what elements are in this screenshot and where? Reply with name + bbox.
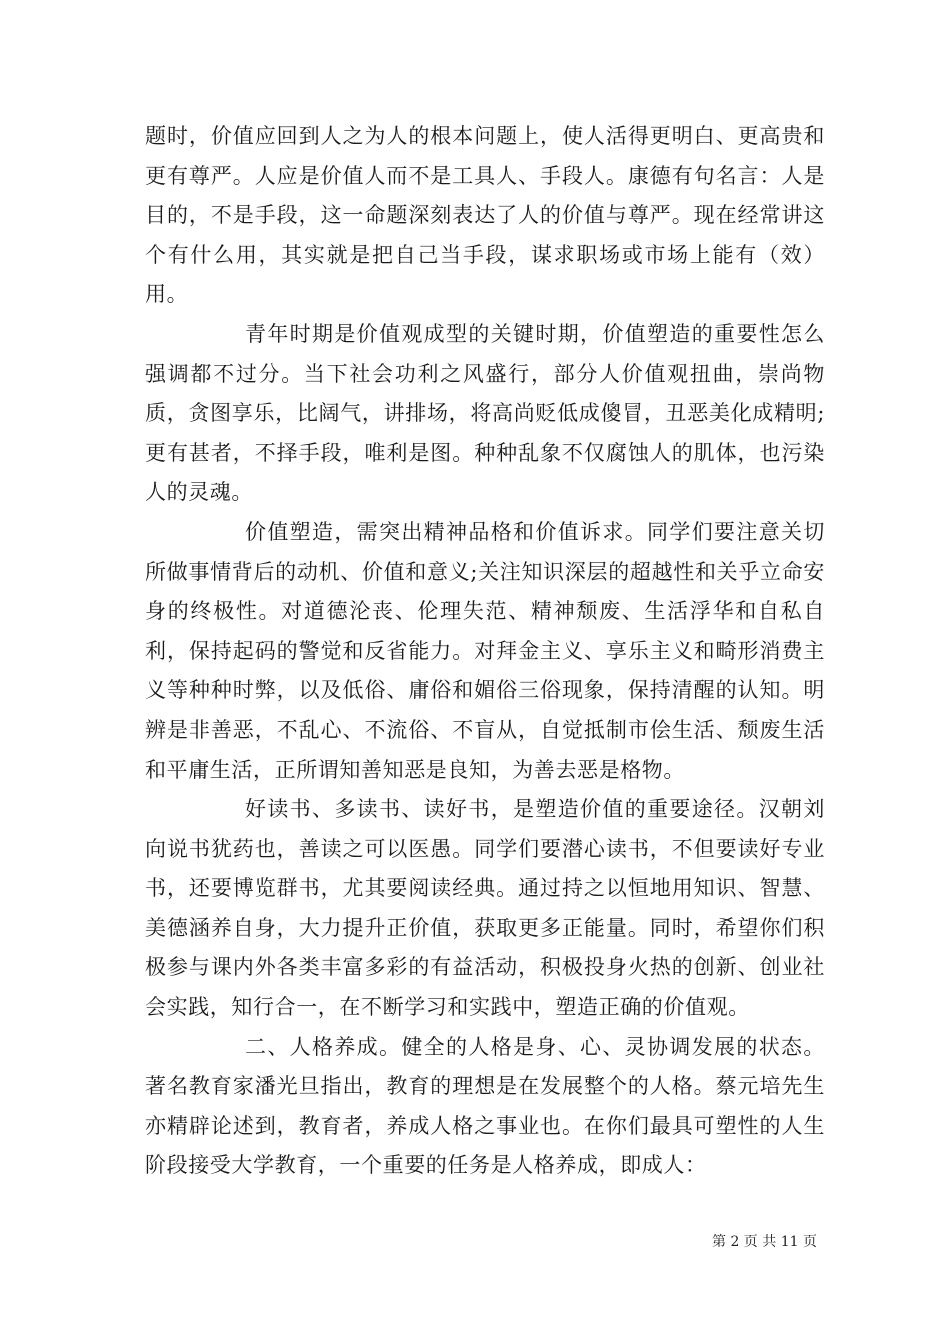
paragraph-4: 好读书、多读书、读好书，是塑造价值的重要途径。汉朝刘向说书犹药也，善读之可以医愚。同学们要潜心读书，不但要读好专业书，还要博览群书，尤其要阅读经典。通过持之以恒地用知识、智慧、美德涵养自身，大力提升正价值，获取更多正能量。同时，希望你们积极参与课内外各类丰富多彩的有益活动，积极投身火热的创新、创业社会实践，知行合一，在不断学习和实践中，塑造正确的价值观。 (145, 797, 825, 1020)
paragraph-3: 价值塑造，需突出精神品格和价值诉求。同学们要注意关切所做事情背后的动机、价值和意义;关注知识深层的超越性和关乎立命安身的终极性。对道德沦丧、伦理失范、精神颓废、生活浮华和自私自利，保持起码的警觉和反省能力。对拜金主义、享乐主义和畸形消费主义等种种时弊，以及低俗、庸俗和媚俗三俗现象，保持清醒的认知。明辨是非善恶，不乱心、不流俗、不盲从，自觉抵制市侩生活、颓废生活和平庸生活，正所谓知善知恶是良知，为善去恶是格物。 (145, 519, 825, 782)
paragraph-1: 题时，价值应回到人之为人的根本问题上，使人活得更明白、更高贵和更有尊严。人应是价值人而不是工具人、手段人。康德有句名言：人是目的，不是手段，这一命题深刻表达了人的价值与尊严。现在经常讲这个有什么用，其实就是把自己当手段，谋求职场或市场上能有（效）用。 (145, 124, 825, 307)
paragraph-2: 青年时期是价值观成型的关键时期，价值塑造的重要性怎么强调都不过分。当下社会功利之风盛行，部分人价值观扭曲，崇尚物质，贪图享乐，比阔气，讲排场，将高尚贬低成傻冒，丑恶美化成精明;更有甚者，不择手段，唯利是图。种种乱象不仅腐蚀人的肌体，也污染人的灵魂。 (145, 321, 825, 505)
paragraph-5: 二、人格养成。健全的人格是身、心、灵协调发展的状态。著名教育家潘光旦指出，教育的理想是在发展整个的人格。蔡元培先生亦精辟论述到，教育者，养成人格之事业也。在你们最具可塑性的人生阶段接受大学教育，一个重要的任务是人格养成，即成人： (145, 1034, 825, 1178)
page-number-footer: 第 2 页 共 11 页 (712, 1234, 817, 1250)
document-body (145, 117, 825, 1186)
